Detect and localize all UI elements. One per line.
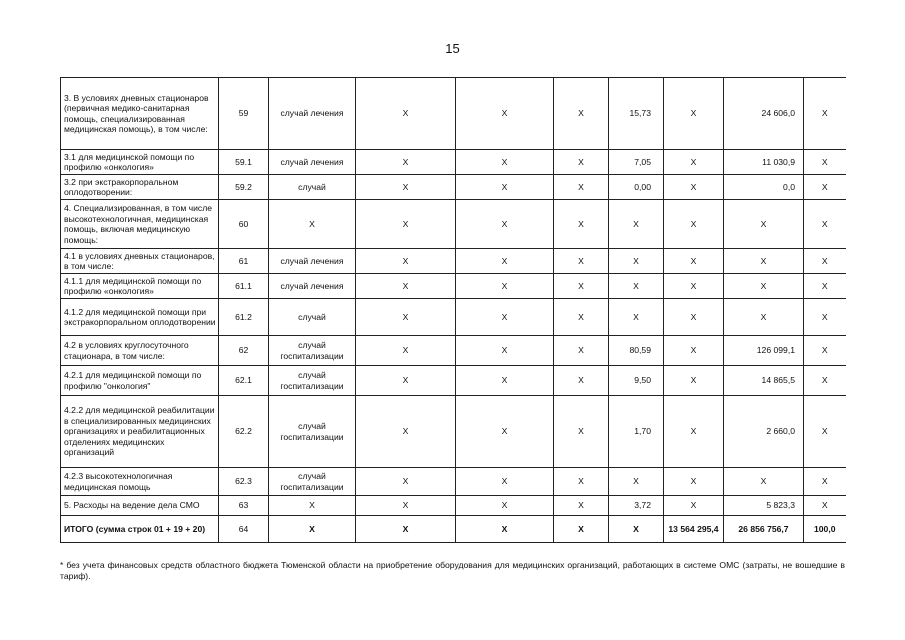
cell-col6: X <box>554 396 609 468</box>
row-name: 4.2 в условиях круглосуточного стационара, в том числе: <box>61 336 219 366</box>
cell-col5: X <box>456 200 554 249</box>
cell-col8: X <box>664 249 724 274</box>
cell-col5: X <box>456 274 554 299</box>
row-unit: X <box>269 516 356 543</box>
cell-col5: X <box>456 496 554 516</box>
table-total-row <box>61 516 846 543</box>
row-code: 63 <box>219 496 269 516</box>
cell-col5: X <box>456 396 554 468</box>
row-code: 62.2 <box>219 396 269 468</box>
row-code: 64 <box>219 516 269 543</box>
table-row <box>61 336 846 366</box>
table-row <box>61 299 846 336</box>
cell-col7: X <box>609 274 664 299</box>
row-unit: случай лечения <box>269 150 356 175</box>
cell-col6: X <box>554 336 609 366</box>
cell-col8: X <box>664 78 724 150</box>
row-code: 62 <box>219 336 269 366</box>
cell-col4: X <box>356 78 456 150</box>
cell-col10: X <box>804 249 846 274</box>
row-code: 60 <box>219 200 269 249</box>
cell-col5: X <box>456 336 554 366</box>
cell-col5: X <box>456 249 554 274</box>
cell-col4: X <box>356 496 456 516</box>
cell-col4: X <box>356 299 456 336</box>
cell-col10: X <box>804 150 846 175</box>
table-row <box>61 78 846 150</box>
cell-col5: X <box>456 78 554 150</box>
cell-col5: X <box>456 299 554 336</box>
cell-col10: 100,0 <box>804 516 846 543</box>
cell-col4: X <box>356 366 456 396</box>
cell-col7: 0,00 <box>609 175 664 200</box>
cell-col9: 11 030,9 <box>724 150 804 175</box>
cell-col8: X <box>664 468 724 496</box>
cell-col10: X <box>804 274 846 299</box>
cell-col9: 24 606,0 <box>724 78 804 150</box>
cell-col5: X <box>456 468 554 496</box>
table-row <box>61 274 846 299</box>
cell-col6: X <box>554 175 609 200</box>
data-table <box>60 77 846 543</box>
row-unit: случай <box>269 175 356 200</box>
cell-col9: X <box>724 468 804 496</box>
cell-col8: X <box>664 175 724 200</box>
cell-col5: X <box>456 175 554 200</box>
cell-col6: X <box>554 150 609 175</box>
cell-col6: X <box>554 496 609 516</box>
cell-col6: X <box>554 366 609 396</box>
cell-col9: 126 099,1 <box>724 336 804 366</box>
cell-col9: 14 865,5 <box>724 366 804 396</box>
cell-col4: X <box>356 150 456 175</box>
row-name: 4. Специализированная, в том числе высокотехнологичная, медицинская помощь, включая медицинскую помощь: <box>61 200 219 249</box>
row-code: 62.1 <box>219 366 269 396</box>
cell-col6: X <box>554 299 609 336</box>
cell-col8: X <box>664 299 724 336</box>
row-unit: X <box>269 496 356 516</box>
cell-col6: X <box>554 274 609 299</box>
row-unit: случай госпитализации <box>269 396 356 468</box>
row-unit: случай госпитализации <box>269 336 356 366</box>
cell-col6: X <box>554 468 609 496</box>
page-number: 15 <box>445 41 460 56</box>
cell-col8: X <box>664 396 724 468</box>
cell-col5: X <box>456 150 554 175</box>
row-unit: случай лечения <box>269 249 356 274</box>
cell-col7: X <box>609 249 664 274</box>
row-code: 59.1 <box>219 150 269 175</box>
cell-col10: X <box>804 468 846 496</box>
row-name: ИТОГО (сумма строк 01 + 19 + 20) <box>61 516 219 543</box>
cell-col8: X <box>664 366 724 396</box>
cell-col4: X <box>356 336 456 366</box>
cell-col4: X <box>356 200 456 249</box>
cell-col10: X <box>804 396 846 468</box>
row-code: 62.3 <box>219 468 269 496</box>
cell-col7: X <box>609 200 664 249</box>
cell-col7: 3,72 <box>609 496 664 516</box>
cell-col5: X <box>456 366 554 396</box>
table-row <box>61 468 846 496</box>
cell-col6: X <box>554 516 609 543</box>
cell-col7: 7,05 <box>609 150 664 175</box>
cell-col10: X <box>804 175 846 200</box>
row-name: 4.1 в условиях дневных стационаров, в том числе: <box>61 249 219 274</box>
cell-col8: X <box>664 274 724 299</box>
row-name: 4.2.2 для медицинской реабилитации в специализированных медицинских организациях и реабилитационных отделениях медицинских организаций <box>61 396 219 468</box>
row-name: 4.2.3 высокотехнологичная медицинская помощь <box>61 468 219 496</box>
row-name: 3. В условиях дневных стационаров (первичная медико-санитарная помощь, специализированная медицинская помощь), в том числе: <box>61 78 219 150</box>
row-unit: случай лечения <box>269 78 356 150</box>
cell-col8: X <box>664 200 724 249</box>
cell-col7: X <box>609 299 664 336</box>
row-name: 5. Расходы на ведение дела СМО <box>61 496 219 516</box>
cell-col7: 80,59 <box>609 336 664 366</box>
cell-col8: X <box>664 496 724 516</box>
cell-col7: X <box>609 468 664 496</box>
cell-col8: X <box>664 336 724 366</box>
cell-col9: X <box>724 299 804 336</box>
cell-col4: X <box>356 249 456 274</box>
row-name: 3.2 при экстракорпоральном оплодотворении: <box>61 175 219 200</box>
cell-col7: 15,73 <box>609 78 664 150</box>
row-unit: случай лечения <box>269 274 356 299</box>
footnote: * без учета финансовых средств областного бюджета Тюменской области на приобретение оборудования для медицинских организаций, работающих в системе ОМС (затраты, не вошедшие в тариф). <box>60 560 845 581</box>
table-row <box>61 175 846 200</box>
cell-col8: X <box>664 150 724 175</box>
cell-col6: X <box>554 78 609 150</box>
row-unit: случай госпитализации <box>269 468 356 496</box>
cell-col7: 9,50 <box>609 366 664 396</box>
cell-col7: 1,70 <box>609 396 664 468</box>
cell-col4: X <box>356 516 456 543</box>
cell-col10: X <box>804 78 846 150</box>
cell-col10: X <box>804 496 846 516</box>
row-code: 61.1 <box>219 274 269 299</box>
cell-col5: X <box>456 516 554 543</box>
row-name: 4.2.1 для медицинской помощи по профилю "онкология" <box>61 366 219 396</box>
table-row <box>61 150 846 175</box>
cell-col4: X <box>356 396 456 468</box>
cell-col10: X <box>804 366 846 396</box>
table-row <box>61 200 846 249</box>
cell-col7: X <box>609 516 664 543</box>
table-row <box>61 366 846 396</box>
cell-col9: X <box>724 274 804 299</box>
cell-col9: 26 856 756,7 <box>724 516 804 543</box>
row-name: 4.1.2 для медицинской помощи при экстракорпоральном оплодотворении <box>61 299 219 336</box>
row-unit: случай госпитализации <box>269 366 356 396</box>
cell-col6: X <box>554 200 609 249</box>
cell-col9: 5 823,3 <box>724 496 804 516</box>
row-code: 61.2 <box>219 299 269 336</box>
cell-col10: X <box>804 200 846 249</box>
cell-col9: 0,0 <box>724 175 804 200</box>
cell-col10: X <box>804 299 846 336</box>
row-unit: случай <box>269 299 356 336</box>
cell-col9: X <box>724 249 804 274</box>
cell-col4: X <box>356 468 456 496</box>
row-name: 4.1.1 для медицинской помощи по профилю «онкология» <box>61 274 219 299</box>
row-code: 59.2 <box>219 175 269 200</box>
cell-col9: 2 660,0 <box>724 396 804 468</box>
row-code: 59 <box>219 78 269 150</box>
cell-col6: X <box>554 249 609 274</box>
row-unit: X <box>269 200 356 249</box>
row-code: 61 <box>219 249 269 274</box>
cell-col10: X <box>804 336 846 366</box>
cell-col9: X <box>724 200 804 249</box>
table-row <box>61 496 846 516</box>
cell-col8: 13 564 295,4 <box>664 516 724 543</box>
table-row <box>61 396 846 468</box>
cell-col4: X <box>356 274 456 299</box>
table-row <box>61 249 846 274</box>
row-name: 3.1 для медицинской помощи по профилю «онкология» <box>61 150 219 175</box>
cell-col4: X <box>356 175 456 200</box>
